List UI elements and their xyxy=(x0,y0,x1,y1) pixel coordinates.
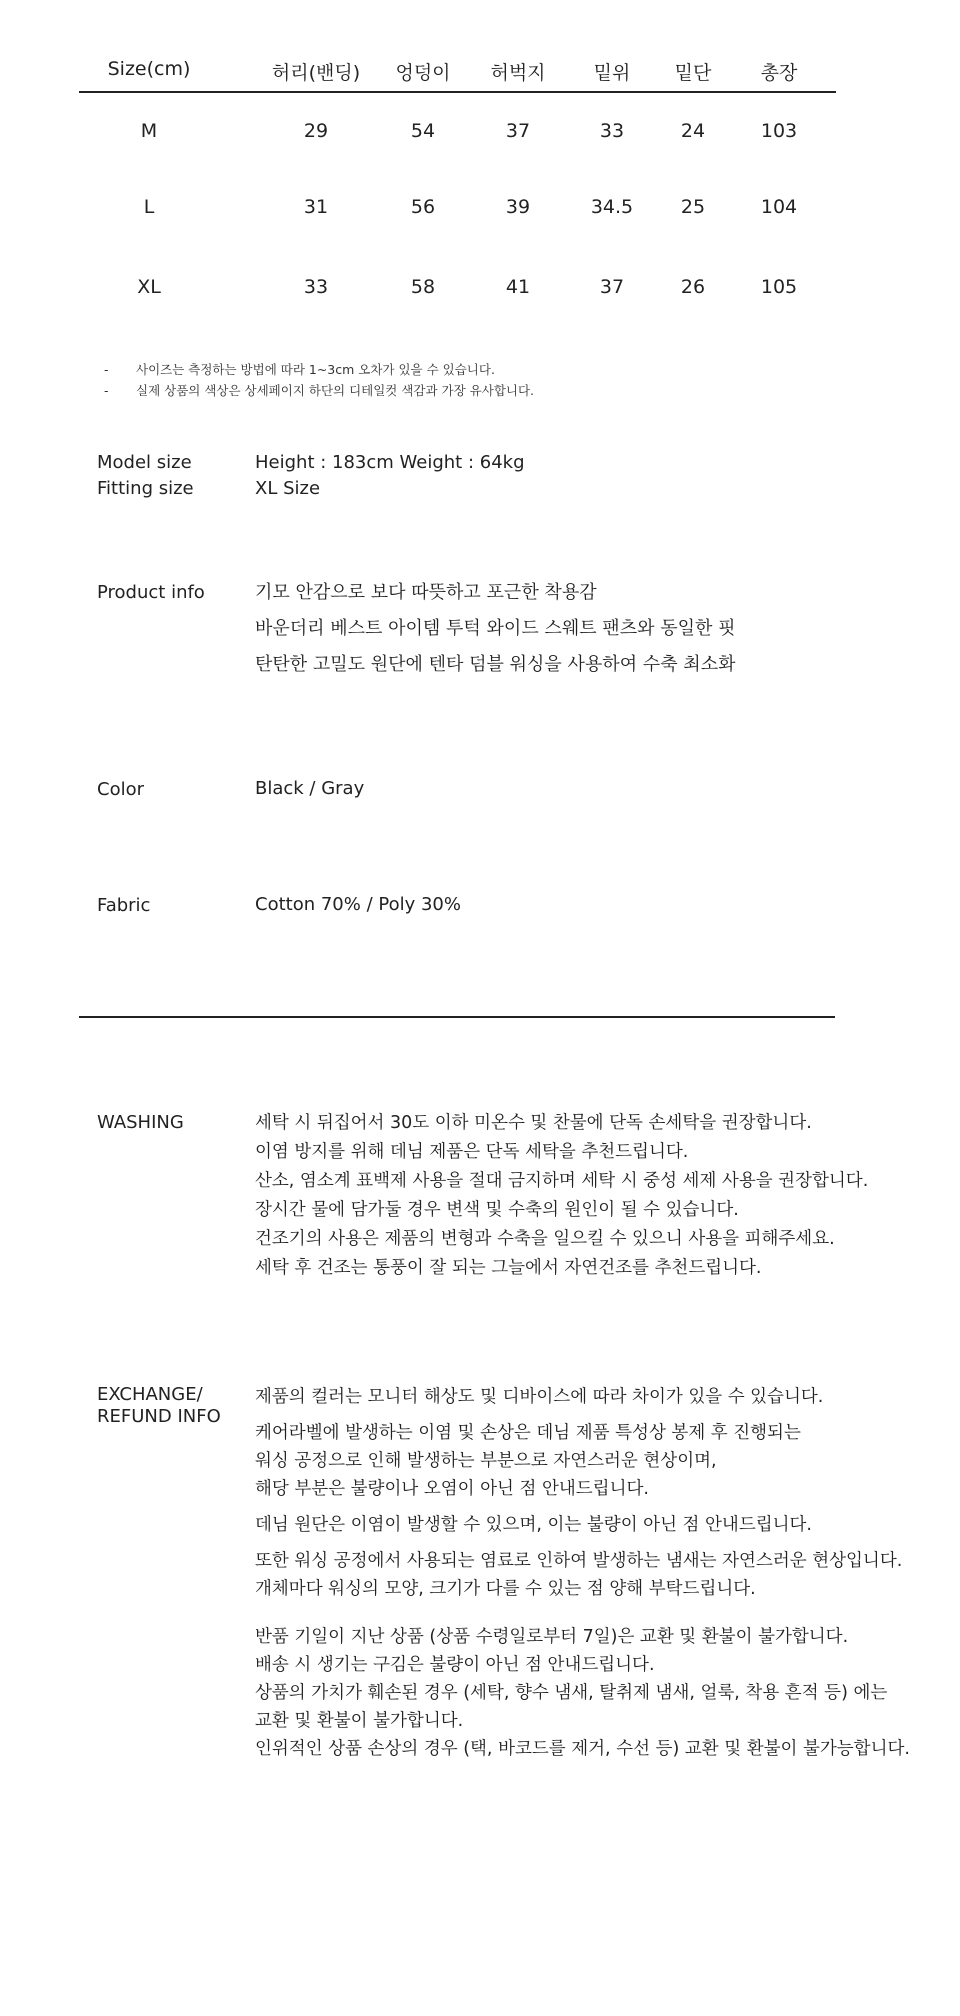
color-value: Black / Gray xyxy=(255,778,365,799)
exchange-line: 데님 원단은 이염이 발생할 수 있으며, 이는 불량이 아닌 점 안내드립니다. xyxy=(255,1515,812,1535)
header-size: Size(cm) xyxy=(107,58,191,80)
washing-line: 산소, 염소계 표백제 사용을 절대 금지하며 세탁 시 중성 세제 사용을 권장합니다. xyxy=(255,1171,869,1191)
table-row xyxy=(79,276,836,316)
color-label: Color xyxy=(97,779,144,800)
table-cell: 33 xyxy=(599,120,625,142)
table-row xyxy=(79,120,836,196)
exchange-line: 또한 워싱 공정에서 사용되는 염료로 인하여 발생하는 냄새는 자연스러운 현상입니다. xyxy=(255,1551,903,1571)
note-text: 사이즈는 측정하는 방법에 따라 1~3cm 오차가 있을 수 있습니다. xyxy=(136,362,495,377)
washing-label: WASHING xyxy=(97,1112,184,1133)
table-cell: 103 xyxy=(760,120,798,142)
product-info-line: 바운더리 베스트 아이템 투턱 와이드 스웨트 팬츠와 동일한 핏 xyxy=(255,618,736,639)
exchange-line: 교환 및 환불이 불가합니다. xyxy=(255,1711,464,1731)
table-cell: 58 xyxy=(410,276,436,298)
header-rise: 밑위 xyxy=(593,62,631,84)
table-cell: 24 xyxy=(680,120,706,142)
exchange-paragraph xyxy=(255,1419,910,1503)
row-size-m: M xyxy=(140,120,158,142)
product-info-line: 탄탄한 고밀도 원단에 텐타 덤블 워싱을 사용하여 수축 최소화 xyxy=(255,654,736,675)
product-info-line: 기모 안감으로 보다 따뜻하고 포근한 착용감 xyxy=(255,582,597,603)
exchange-line: 개체마다 워싱의 모양, 크기가 다를 수 있는 점 양해 부탁드립니다. xyxy=(255,1579,756,1599)
exchange-line: 인위적인 상품 손상의 경우 (택, 바코드를 제거, 수선 등) 교환 및 환불이 불가능합니다. xyxy=(255,1739,910,1759)
exchange-label-line: EXCHANGE/ xyxy=(97,1384,203,1405)
size-table-body xyxy=(79,120,836,316)
size-table xyxy=(79,52,836,92)
table-cell: 34.5 xyxy=(590,196,634,218)
table-cell: 37 xyxy=(599,276,625,298)
table-cell: 39 xyxy=(505,196,531,218)
table-cell: 54 xyxy=(410,120,436,142)
table-header-divider xyxy=(79,91,836,93)
washing-line: 건조기의 사용은 제품의 변형과 수축을 일으킬 수 있으니 사용을 피해주세요. xyxy=(255,1229,835,1249)
section-divider xyxy=(79,1016,835,1018)
exchange-text xyxy=(255,1383,910,1771)
product-info-text xyxy=(255,575,735,683)
table-cell: 26 xyxy=(680,276,706,298)
exchange-line: 케어라벨에 발생하는 이염 및 손상은 데님 제품 특성상 봉제 후 진행되는 xyxy=(255,1423,801,1443)
table-cell: 33 xyxy=(303,276,329,298)
exchange-paragraph xyxy=(255,1623,910,1763)
table-cell: 31 xyxy=(303,196,329,218)
model-size-label: Model size xyxy=(97,452,192,473)
row-size-xl: XL xyxy=(137,276,161,298)
washing-line: 이염 방지를 위해 데님 제품은 단독 세탁을 추천드립니다. xyxy=(255,1142,689,1162)
note-measurement xyxy=(104,359,534,380)
exchange-paragraph xyxy=(255,1383,910,1411)
product-info-label: Product info xyxy=(97,582,205,603)
size-table-header xyxy=(79,52,836,92)
table-cell: 25 xyxy=(680,196,706,218)
note-dash: - xyxy=(104,383,109,398)
washing-line: 세탁 후 건조는 통풍이 잘 되는 그늘에서 자연건조를 추천드립니다. xyxy=(255,1258,762,1278)
table-cell: 105 xyxy=(760,276,798,298)
table-cell: 41 xyxy=(505,276,531,298)
note-dash: - xyxy=(104,362,109,377)
note-text: 실제 상품의 색상은 상세페이지 하단의 디테일컷 색감과 가장 유사합니다. xyxy=(136,383,535,398)
exchange-line: 상품의 가치가 훼손된 경우 (세탁, 향수 냄새, 탈취제 냄새, 얼룩, 착용 흔적 등) 에는 xyxy=(255,1683,888,1703)
table-cell: 104 xyxy=(760,196,798,218)
header-waist: 허리(밴딩) xyxy=(271,62,361,84)
exchange-paragraph xyxy=(255,1511,910,1539)
size-notes xyxy=(104,359,534,401)
row-size-l: L xyxy=(143,196,155,218)
exchange-line: 반품 기일이 지난 상품 (상품 수령일로부터 7일)은 교환 및 환불이 불가합니다. xyxy=(255,1627,849,1647)
fabric-label: Fabric xyxy=(97,895,151,916)
exchange-line: 워싱 공정으로 인해 발생하는 부분으로 자연스러운 현상이며, xyxy=(255,1451,717,1471)
header-hem: 밑단 xyxy=(674,62,712,84)
header-length: 총장 xyxy=(760,62,798,84)
table-cell: 29 xyxy=(303,120,329,142)
table-row xyxy=(79,196,836,276)
washing-line: 장시간 물에 담가둘 경우 변색 및 수축의 원인이 될 수 있습니다. xyxy=(255,1200,739,1220)
exchange-line: 제품의 컬러는 모니터 해상도 및 디바이스에 따라 차이가 있을 수 있습니다. xyxy=(255,1387,824,1407)
exchange-line: 해당 부분은 불량이나 오염이 아닌 점 안내드립니다. xyxy=(255,1479,649,1499)
table-cell: 56 xyxy=(410,196,436,218)
model-size-value: Height : 183cm Weight : 64kg xyxy=(255,452,525,473)
fitting-size-value: XL Size xyxy=(255,478,321,499)
header-thigh: 허벅지 xyxy=(490,62,546,84)
table-cell: 37 xyxy=(505,120,531,142)
exchange-label-line: REFUND INFO xyxy=(97,1406,221,1427)
exchange-paragraph xyxy=(255,1547,910,1603)
fabric-value: Cotton 70% / Poly 30% xyxy=(255,894,461,915)
exchange-label xyxy=(97,1384,221,1428)
washing-text xyxy=(255,1109,868,1283)
exchange-line: 배송 시 생기는 구김은 불량이 아닌 점 안내드립니다. xyxy=(255,1655,655,1675)
note-color xyxy=(104,380,534,401)
header-hip: 엉덩이 xyxy=(395,62,451,84)
fitting-size-label: Fitting size xyxy=(97,478,194,499)
washing-line: 세탁 시 뒤집어서 30도 이하 미온수 및 찬물에 단독 손세탁을 권장합니다. xyxy=(255,1113,812,1133)
